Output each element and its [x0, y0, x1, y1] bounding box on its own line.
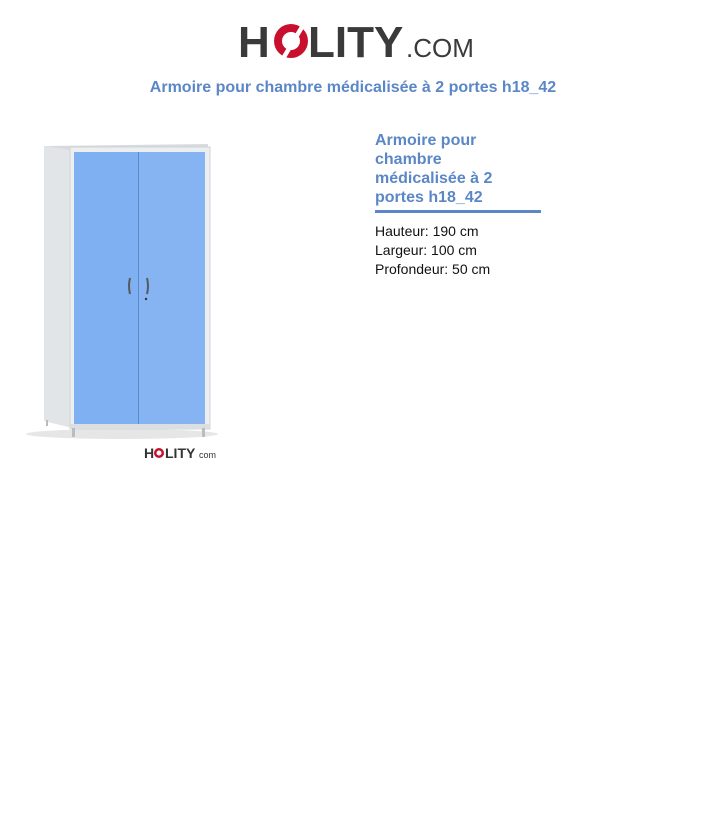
- product-title: [375, 131, 541, 213]
- page-title: Armoire pour chambre médicalisée à 2 portes h18_42: [149, 79, 557, 96]
- product-title-line: médicalisée à 2: [375, 170, 493, 187]
- spec-height: Hauteur: 190 cm: [375, 223, 479, 239]
- svg-text:LITY: LITY: [165, 445, 196, 461]
- right-handle-icon: [147, 278, 148, 294]
- cabinet-product-image: [22, 138, 224, 464]
- holity-logo: [238, 12, 482, 66]
- svg-text:com: com: [199, 450, 217, 460]
- spec-depth: Profondeur: 50 cm: [375, 261, 491, 277]
- logo-letter-h: H: [238, 18, 270, 66]
- product-specs: [375, 222, 575, 279]
- logo-word-lity: LITY: [308, 18, 404, 66]
- product-title-line: Armoire pour chambre: [375, 132, 477, 168]
- spec-width: Largeur: 100 cm: [375, 242, 477, 258]
- left-handle-icon: [129, 278, 130, 294]
- logo-suffix-com: .COM: [406, 33, 474, 63]
- product-info: [375, 131, 575, 279]
- logo-o-emblem: [274, 24, 308, 58]
- svg-text:H: H: [144, 445, 155, 461]
- product-title-line: portes h18_42: [375, 189, 483, 206]
- small-holity-logo: [144, 445, 216, 461]
